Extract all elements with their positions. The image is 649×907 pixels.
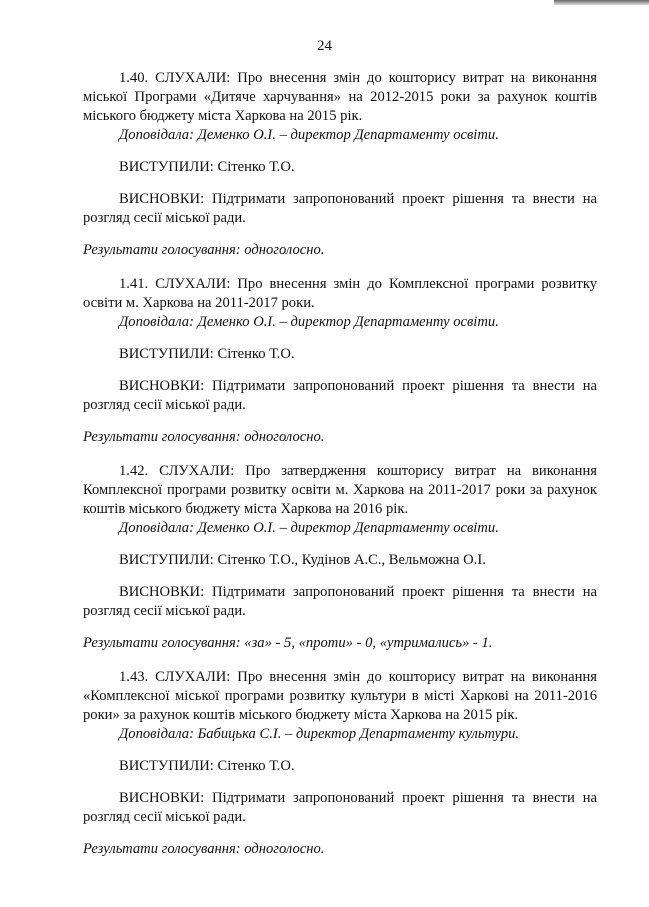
speaker-line: Доповідала: Деменко О.І. – директор Департаменту освіти. bbox=[119, 127, 499, 143]
spoke-line: ВИСТУПИЛИ: Сітенко Т.О. bbox=[119, 159, 295, 175]
vote-result: Результати голосування: одноголосно. bbox=[83, 841, 325, 857]
conclusions-paragraph: ВИСНОВКИ: Підтримати запропонований проект рішення та внести на розгляд сесії міської ради. bbox=[83, 378, 597, 413]
spoke-line: ВИСТУПИЛИ: Сітенко Т.О. bbox=[119, 346, 295, 362]
speaker-line: Доповідала: Бабицька С.І. – директор Департаменту культури. bbox=[119, 726, 520, 742]
speaker-line: Доповідала: Деменко О.І. – директор Департаменту освіти. bbox=[119, 314, 499, 330]
spoke-line: ВИСТУПИЛИ: Сітенко Т.О., Кудінов А.С., Вельможна О.І. bbox=[119, 552, 486, 568]
vote-result: Результати голосування: одноголосно. bbox=[83, 242, 325, 258]
page-number: 24 bbox=[317, 38, 332, 54]
spoke-line: ВИСТУПИЛИ: Сітенко Т.О. bbox=[119, 758, 295, 774]
conclusions-paragraph: ВИСНОВКИ: Підтримати запропонований проект рішення та внести на розгляд сесії міської ради. bbox=[83, 191, 597, 226]
vote-result: Результати голосування: одноголосно. bbox=[83, 429, 325, 445]
agenda-item-1-42 bbox=[83, 462, 597, 653]
heard-paragraph: 1.41. СЛУХАЛИ: Про внесення змін до Комплексної програми розвитку освіти м. Харкова на 2011-2017 роки. bbox=[83, 276, 597, 311]
agenda-item-1-43 bbox=[83, 668, 597, 859]
speaker-line: Доповідала: Деменко О.І. – директор Департаменту освіти. bbox=[119, 520, 499, 536]
conclusions-paragraph: ВИСНОВКИ: Підтримати запропонований проект рішення та внести на розгляд сесії міської ради. bbox=[83, 584, 597, 619]
conclusions-paragraph: ВИСНОВКИ: Підтримати запропонований проект рішення та внести на розгляд сесії міської ради. bbox=[83, 790, 597, 825]
scan-edge bbox=[554, 0, 649, 5]
heard-paragraph: 1.42. СЛУХАЛИ: Про затвердження кошторису витрат на виконання Комплексної програми розвитку освіти м. Харкова на 2011-2017 роки за рахунок коштів міського бюджету міста Харкова на 2016 рік. bbox=[83, 463, 597, 517]
heard-paragraph: 1.43. СЛУХАЛИ: Про внесення змін до кошторису витрат на виконання «Комплексної міської програми розвитку культури в місті Харкові на 2011-2016 роки» за рахунок коштів міського бюджету міста Харкова на 2015 рік. bbox=[83, 669, 597, 723]
vote-result: Результати голосування: «за» - 5, «проти» - 0, «утримались» - 1. bbox=[83, 635, 493, 651]
agenda-item-1-41 bbox=[83, 275, 597, 447]
heard-paragraph: 1.40. СЛУХАЛИ: Про внесення змін до кошторису витрат на виконання міської Програми «Дитяче харчування» на 2012-2015 роки за рахунок коштів міського бюджету міста Харкова на 2015 рік. bbox=[83, 70, 597, 124]
minutes-content bbox=[83, 69, 597, 874]
agenda-item-1-40 bbox=[83, 69, 597, 260]
